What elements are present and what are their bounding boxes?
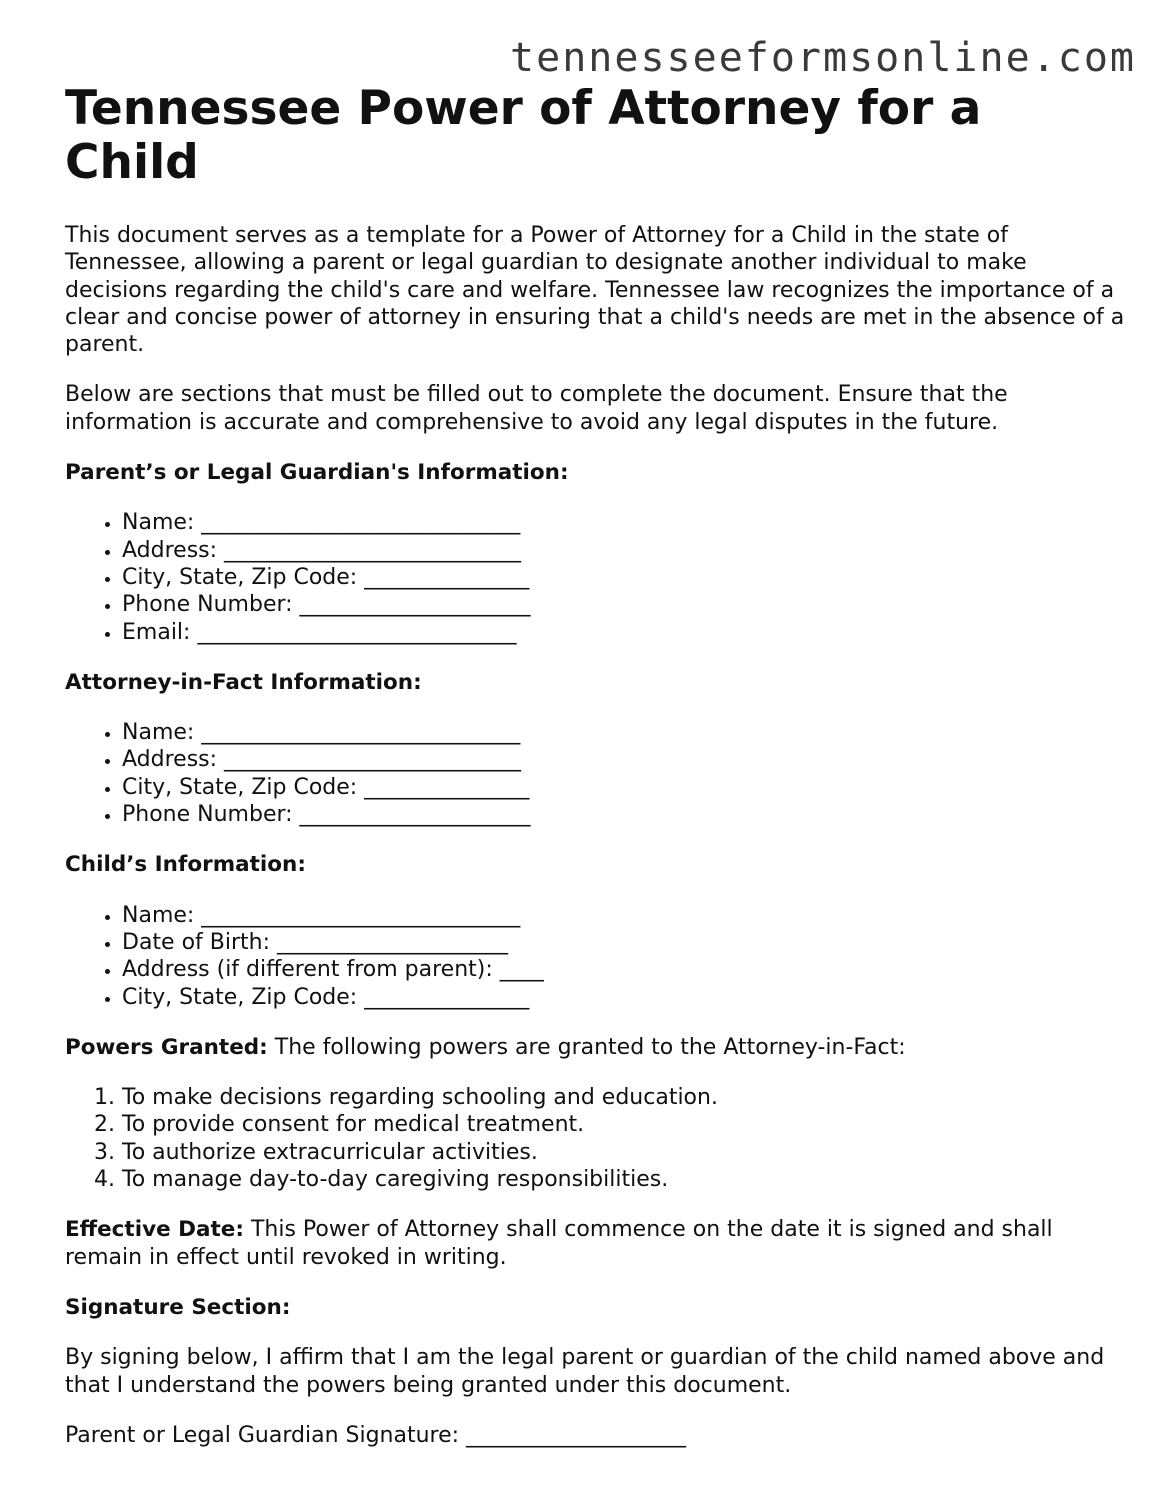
attorney-name-field[interactable]: • Name: _____________________________: [122, 719, 1125, 746]
power-item: 4. To manage day-to-day caregiving responsibilities.: [122, 1166, 1125, 1193]
document-page: [65, 82, 1125, 1449]
powers-granted-heading: Powers Granted:: [65, 1034, 268, 1060]
signature-section-heading: Signature Section:: [65, 1294, 291, 1320]
power-item: 1. To make decisions regarding schooling and education.: [122, 1084, 1125, 1111]
power-item: 2. To provide consent for medical treatment.: [122, 1111, 1125, 1138]
parent-address-field[interactable]: • Address: ___________________________: [122, 537, 1125, 564]
attorney-address-field[interactable]: • Address: ___________________________: [122, 746, 1125, 773]
parent-section-heading: Parent’s or Legal Guardian's Information:: [65, 460, 569, 486]
attorney-phone-field[interactable]: • Phone Number: _____________________: [122, 801, 1125, 828]
power-item: 3. To authorize extracurricular activities.: [122, 1139, 1125, 1166]
signature-line-field[interactable]: Parent or Legal Guardian Signature: ____________________: [65, 1422, 687, 1448]
attorney-city-state-zip-field[interactable]: • City, State, Zip Code: _______________: [122, 774, 1125, 801]
effective-date-heading: Effective Date:: [65, 1217, 244, 1243]
child-birthdate-field[interactable]: • Date of Birth: _____________________: [122, 929, 1125, 956]
child-section-heading: Child’s Information:: [65, 852, 306, 878]
powers-list: [65, 1084, 1125, 1193]
site-watermark: tennesseeformsonline.com: [510, 35, 1136, 81]
parent-city-state-zip-field[interactable]: • City, State, Zip Code: _______________: [122, 564, 1125, 591]
parent-name-field[interactable]: • Name: _____________________________: [122, 509, 1125, 536]
child-fields-list: [65, 902, 1125, 1011]
intro-paragraph-1: This document serves as a template for a Power of Attorney for a Child in the state of Tennessee, allowing a parent or legal guardian to designate another individual to make decisions regarding the child's care and welfare. Tennessee law recognizes the importance of a clear and concise power of attorney in ensuring that a child's needs are met in the absence of a parent.: [65, 223, 1125, 358]
parent-email-field[interactable]: • Email: _____________________________: [122, 619, 1125, 646]
child-address-field[interactable]: • Address (if different from parent): ____: [122, 956, 1125, 983]
intro-paragraph-2: Below are sections that must be filled out to complete the document. Ensure that the information is accurate and comprehensive to avoid any legal disputes in the future.: [65, 382, 1008, 435]
powers-granted-text: The following powers are granted to the Attorney-in-Fact:: [267, 1034, 906, 1060]
attorney-section-heading: Attorney-in-Fact Information:: [65, 669, 422, 695]
powers-granted-paragraph: [65, 1034, 1125, 1061]
child-city-state-zip-field[interactable]: • City, State, Zip Code: _______________: [122, 984, 1125, 1011]
child-name-field[interactable]: • Name: _____________________________: [122, 902, 1125, 929]
parent-fields-list: [65, 509, 1125, 645]
attorney-fields-list: [65, 719, 1125, 828]
parent-phone-field[interactable]: • Phone Number: _____________________: [122, 591, 1125, 618]
signature-affirmation-text: By signing below, I affirm that I am the legal parent or guardian of the child named above and that I understand the powers being granted under this document.: [65, 1345, 1105, 1398]
effective-date-paragraph: [65, 1216, 1125, 1271]
document-title: Tennessee Power of Attorney for a Child: [65, 81, 982, 190]
effective-date-text: This Power of Attorney shall commence on the date it is signed and shall remain in effect until revoked in writing.: [65, 1217, 1053, 1270]
